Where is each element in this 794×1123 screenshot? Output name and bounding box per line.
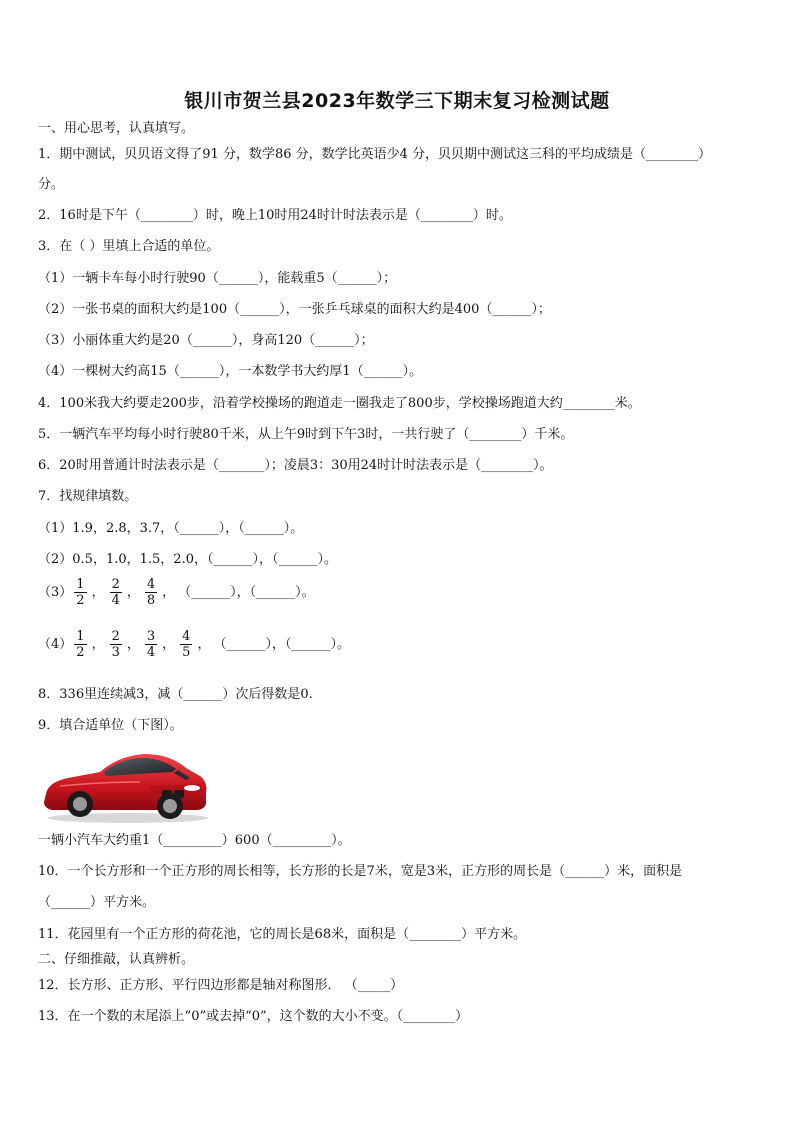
question-3-2: （2）一张书桌的面积大约是100（______），一张乒乓球桌的面积大约是400（______）；	[38, 302, 551, 317]
question-7-3-prefix: （3）	[38, 584, 73, 600]
question-7-3-suffix: （______），（______）。	[178, 584, 315, 600]
question-4: 4．100米我大约要走200步，沿着学校操场的跑道走一圈我走了800步，学校操场跑道大约________米。	[38, 396, 641, 411]
fraction: $\frac{2}{4}$	[111, 577, 120, 608]
question-10-line-2: （______）平方米。	[38, 895, 156, 910]
question-12: 12．长方形、正方形、平行四边形都是轴对称图形． （_____）	[38, 978, 404, 993]
question-3: 3．在（ ）里填上合适的单位。	[38, 239, 220, 254]
question-1-line-1: 1．期中测试，贝贝语文得了91 分，数学86 分，数学比英语少4 分，贝贝期中测试这三科的平均成绩是（________）	[38, 147, 712, 162]
section-2-heading: 二、仔细推敲，认真辨析。	[38, 952, 195, 967]
question-10-line-1: 10．一个长方形和一个正方形的周长相等，长方形的长是7米，宽是3米，正方形的周长是（______）米，面积是	[38, 864, 683, 879]
question-7-1: （1）1.9，2.8，3.7，（______），（______）。	[38, 521, 304, 536]
question-9-line: 一辆小汽车大约重1（_________）600（_________）。	[38, 833, 351, 848]
question-8: 8．336里连续减3，减（______）次后得数是0.	[38, 687, 313, 702]
fraction: $\frac{3}{4}$	[146, 629, 156, 660]
red-car-image	[40, 742, 210, 824]
question-9: 9．填合适单位（下图）。	[38, 718, 183, 733]
section-1-heading: 一、用心思考，认真填写。	[38, 121, 195, 136]
question-1-line-2: 分。	[38, 177, 65, 192]
question-7-4-prefix: （4）	[38, 636, 73, 652]
question-7-2: （2）0.5，1.0，1.5，2.0，（______），（______）。	[38, 552, 337, 567]
question-3-1: （1）一辆卡车每小时行驶90（______），能载重5（______）；	[38, 271, 397, 286]
question-7: 7．找规律填数。	[38, 489, 138, 504]
question-7-4-suffix: （______），（______）。	[213, 636, 350, 652]
fraction: $\frac{4}{5}$	[182, 629, 191, 660]
question-3-4: （4）一棵树大约高15（______），一本数学书大约厚1（______）。	[38, 364, 423, 379]
page-title: 银川市贺兰县2023年数学三下期末复习检测试题	[184, 90, 610, 112]
question-5: 5．一辆汽车平均每小时行驶80千米，从上午9时到下午3时，一共行驶了（________）千米。	[38, 427, 574, 442]
question-7-3: （3） $\frac{1}{2}$ ， $\frac{2}{4}$ ， $\frac{4}{8}$ ， （______），（______）。	[38, 577, 315, 608]
question-3-3: （3）小丽体重大约是20（______），身高120（______）；	[38, 333, 374, 348]
question-7-4: （4） $\frac{1}{2}$ ， $\frac{2}{3}$ ， $\frac{3}{4}$ ， $\frac{4}{5}$ ， （______），（______）。	[38, 629, 350, 660]
fraction: $\frac{1}{2}$	[76, 629, 85, 660]
question-6: 6．20时用普通计时法表示是（_______）；凌晨3：30用24时计时法表示是（________）。	[38, 458, 553, 473]
question-11: 11．花园里有一个正方形的荷花池，它的周长是68米，面积是（________）平方米。	[38, 927, 527, 942]
fraction: $\frac{1}{2}$	[76, 577, 85, 608]
question-13: 13．在一个数的末尾添上“0”或去掉“0”，这个数的大小不变。（________）	[38, 1009, 469, 1024]
fraction: $\frac{4}{8}$	[146, 577, 156, 608]
question-2: 2．16时是下午（________）时，晚上10时用24时计时法表示是（________）时。	[38, 208, 512, 223]
fraction: $\frac{2}{3}$	[111, 629, 120, 660]
